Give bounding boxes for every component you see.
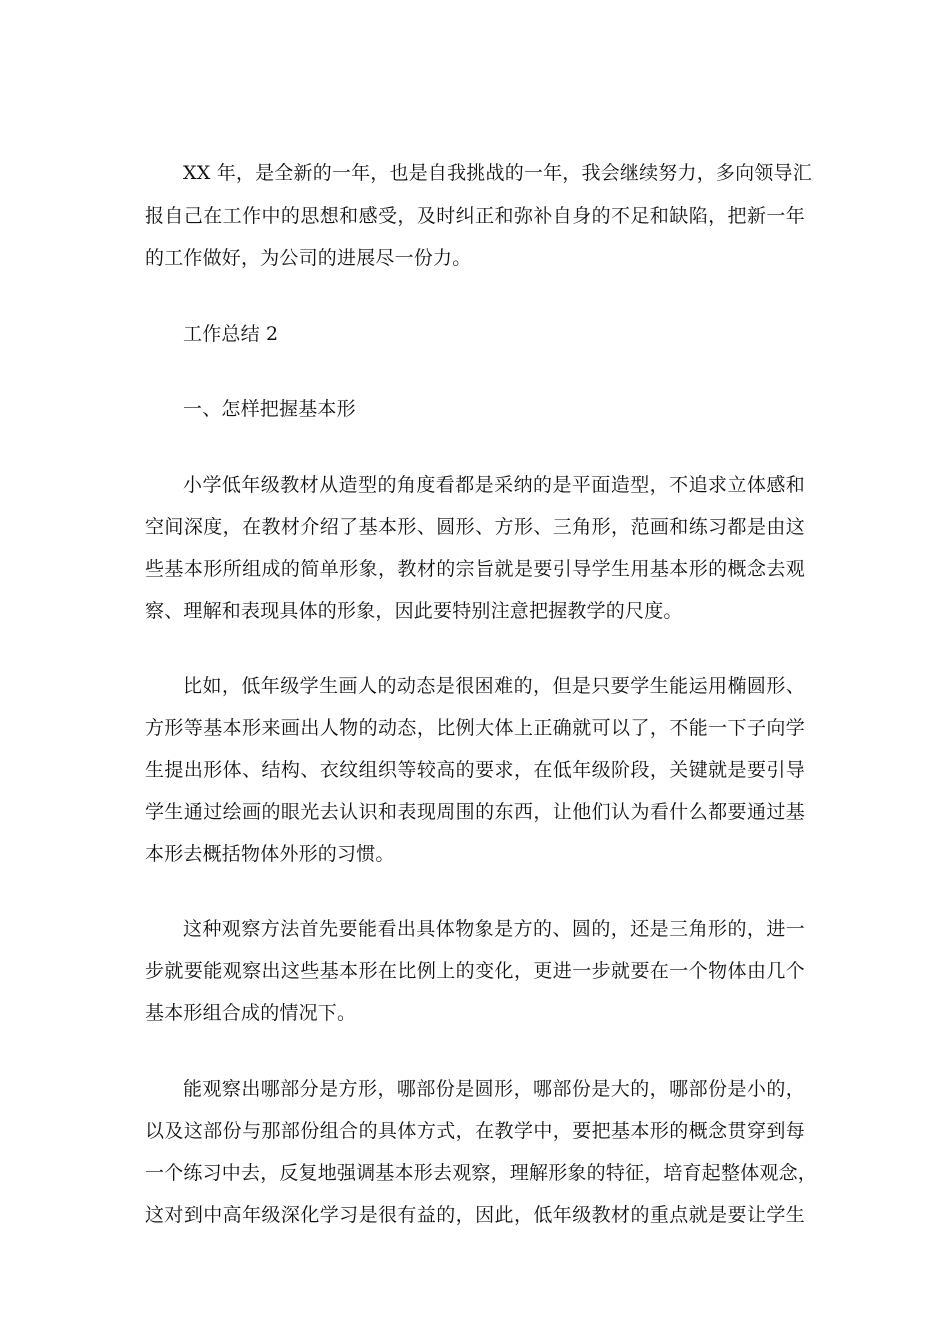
paragraph-1-line-2: 报自己在工作中的思想和感受，及时纠正和弥补自身的不足和缺陷，把新一年 (145, 205, 805, 227)
subsection-heading: 一、怎样把握基本形 (183, 398, 356, 420)
paragraph-2-line-4: 察、理解和表现具体的形象，因此要特别注意把握教学的尺度。 (145, 600, 683, 622)
paragraph-3-line-2: 方形等基本形来画出人物的动态，比例大体上正确就可以了，不能一下子向学 (145, 717, 805, 739)
paragraph-3-line-5: 本形去概括物体外形的习惯。 (145, 843, 395, 865)
paragraph-1-line-1: XX 年，是全新的一年，也是自我挑战的一年，我会继续努力，多向领导汇 (183, 162, 812, 184)
paragraph-5-line-1: 能观察出哪部分是方形，哪部份是圆形，哪部份是大的，哪部份是小的， (183, 1078, 805, 1100)
paragraph-5-line-2: 以及这部份与那部份组合的具体方式，在教学中，要把基本形的概念贯穿到每 (145, 1120, 805, 1142)
paragraph-2-line-2: 空间深度，在教材介绍了基本形、圆形、方形、三角形，范画和练习都是由这 (145, 516, 805, 538)
paragraph-3-line-1: 比如，低年级学生画人的动态是很困难的，但是只要学生能运用椭圆形、 (183, 675, 805, 697)
paragraph-4-line-3: 基本形组合成的情况下。 (145, 1002, 357, 1024)
paragraph-5-line-4: 这对到中高年级深化学习是很有益的，因此，低年级教材的重点就是要让学生 (145, 1204, 805, 1226)
paragraph-5-line-3: 一个练习中去，反复地强调基本形去观察，理解形象的特征，培育起整体观念， (145, 1162, 818, 1184)
paragraph-3-line-4: 学生通过绘画的眼光去认识和表现周围的东西，让他们认为看什么都要通过基 (145, 801, 805, 823)
paragraph-3-line-3: 生提出形体、结构、衣纹组织等较高的要求，在低年级阶段，关键就是要引导 (145, 759, 805, 781)
paragraph-2-line-3: 些基本形所组成的简单形象，教材的宗旨就是要引导学生用基本形的概念去观 (145, 558, 805, 580)
paragraph-4-line-1: 这种观察方法首先要能看出具体物象是方的、圆的，还是三角形的，进一 (183, 918, 805, 940)
paragraph-4-line-2: 步就要能观察出这些基本形在比例上的变化，更进一步就要在一个物体由几个 (145, 960, 805, 982)
paragraph-1-line-3: 的工作做好，为公司的进展尽一份力。 (145, 247, 472, 269)
section-title: 工作总结 2 (183, 323, 279, 345)
paragraph-2-line-1: 小学低年级教材从造型的角度看都是采纳的是平面造型，不追求立体感和 (183, 474, 805, 496)
